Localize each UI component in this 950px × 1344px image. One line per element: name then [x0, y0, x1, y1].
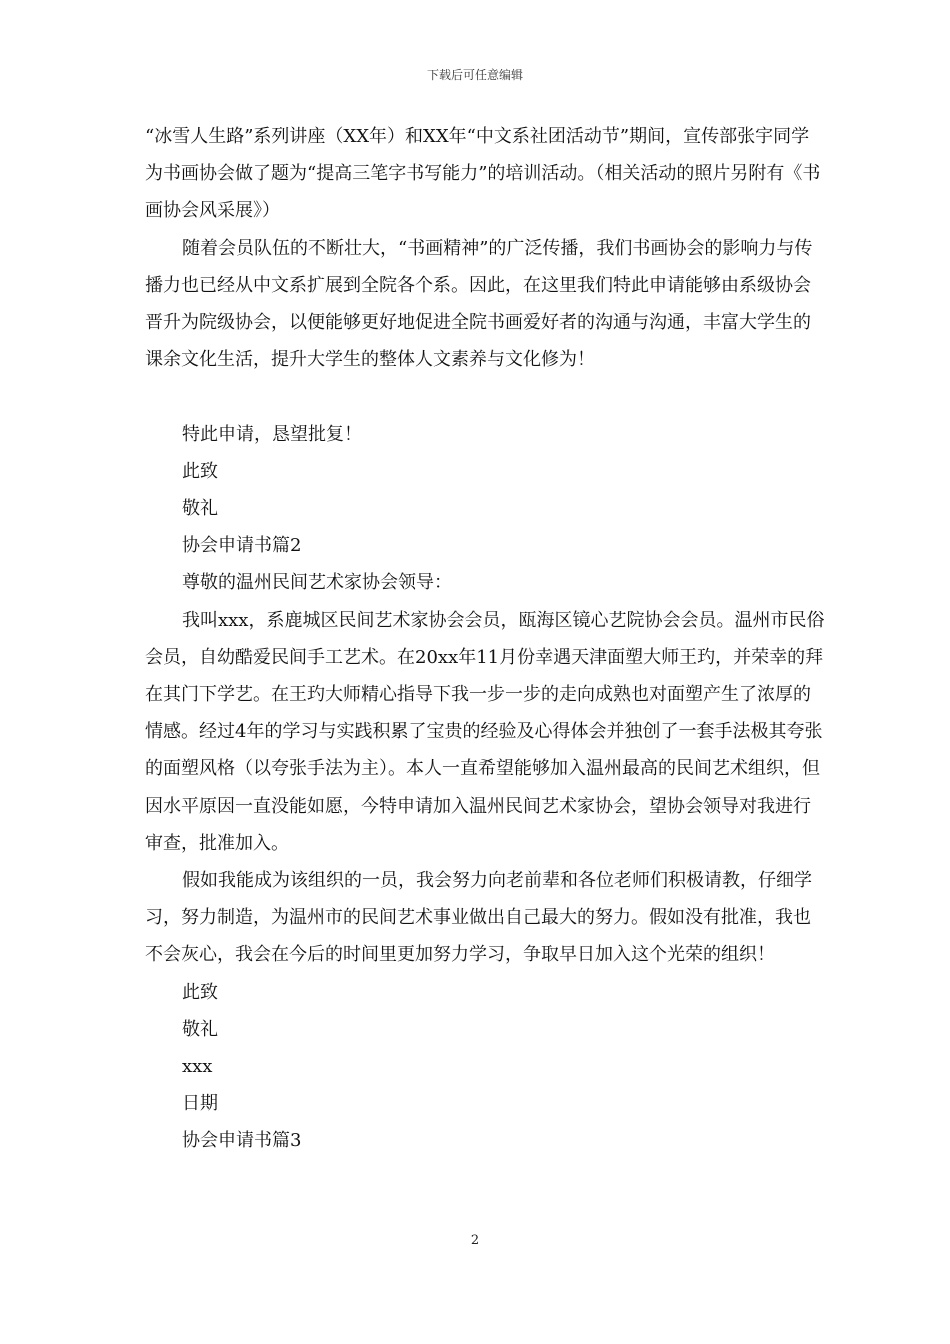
salutation-jingli: 敬礼	[182, 498, 218, 520]
page-header: 下载后可任意编辑	[426, 68, 523, 82]
section-heading-3: 协会申请书篇3	[182, 1130, 302, 1152]
paragraph-self-introduction: 我叫xxx，系鹿城区民间艺术家协会会员，瓯海区镜心艺院协会会员。温州市民俗会员，自幼酷爱民间手工艺术。在20xx年11月份幸遇天津面塑大师王玓，并荣幸的拜在其门下学艺。在王玓大师精心指导下我一步一步的走向成熟也对面塑产生了浓厚的情感。经过4年的学习与实践积累了宝贵的经验及心得体会并独创了一套手法极其夸张的面塑风格（以夸张手法为主）。本人一直希望能够加入温州最高的民间艺术组织，但因水平原因一直没能如愿，今特申请加入温州民间艺术家协会，望协会领导对我进行审查，批准加入。	[145, 609, 825, 854]
salutation-cizhi: 此致	[182, 460, 218, 482]
paragraph-commitment: 假如我能成为该组织的一员，我会努力向老前辈和各位老师们积极请教，仔细学习，努力制造，为温州市的民间艺术事业做出自己最大的努力。假如没有批准，我也不会灰心，我会在今后的时间里更加努力学习，争取早日加入这个光荣的组织！	[145, 870, 812, 966]
signature-date: 日期	[182, 1093, 218, 1115]
section-heading-2: 协会申请书篇2	[182, 535, 302, 557]
signature-name: xxx	[182, 1056, 213, 1078]
closing-request-line: 特此申请，恳望批复！	[182, 423, 362, 445]
paragraph-upgrade-request: 随着会员队伍的不断壮大，“书画精神”的广泛传播，我们书画协会的影响力与传播力也已经从中文系扩展到全院各个系。因此，在这里我们特此申请能够由系级协会晋升为院级协会，以便能够更好地促进全院书画爱好者的沟通与沟通，丰富大学生的课余文化生活，提升大学生的整体人文素养与文化修为！	[145, 237, 813, 371]
letter-greeting: 尊敬的温州民间艺术家协会领导：	[182, 572, 452, 594]
document-body	[145, 118, 825, 1160]
salutation-jingli-2: 敬礼	[182, 1018, 218, 1040]
salutation-cizhi-2: 此致	[182, 981, 218, 1003]
page-number: 2	[470, 1233, 480, 1248]
blank-line	[145, 378, 825, 415]
paragraph-lecture-activity: “冰雪人生路”系列讲座（XX年）和XX年“中文系社团活动节”期间，宣传部张宇同学为书画协会做了题为“提高三笔字书写能力”的培训活动。（相关活动的照片另附有《书画协会风采展》）	[145, 126, 821, 222]
